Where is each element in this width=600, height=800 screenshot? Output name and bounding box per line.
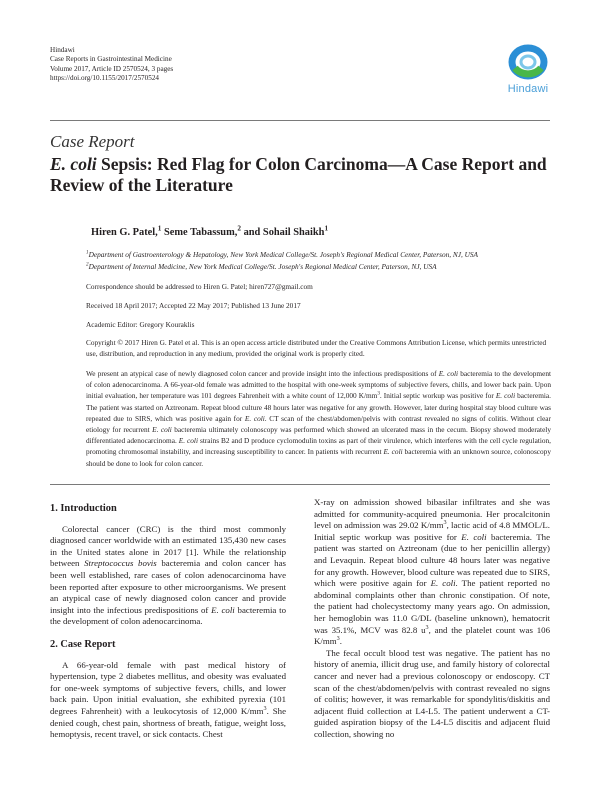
- article-type: Case Report: [50, 132, 135, 151]
- correspondence: Correspondence should be addressed to Hiren G. Patel; hiren727@gmail.com: [86, 282, 313, 291]
- title-italic: E. coli: [50, 154, 97, 174]
- affiliation-line: [86, 249, 478, 261]
- italic-term: Streptococcus bovis: [84, 558, 157, 569]
- author-affil-mark: 2: [237, 224, 241, 233]
- superscript: 3: [443, 519, 447, 527]
- italic-term: E. coli: [211, 604, 235, 615]
- text-run: . She denied cough, chest pain, shortness of breath, fatigue, weight loss, hemoptysis, recent travel, or sick contacts. Chest: [50, 705, 286, 740]
- title-text: Sepsis: Red Flag for Colon Carcinoma—A Case Report and Review of the Literature: [50, 154, 547, 195]
- affiliation-mark: 1: [86, 249, 89, 256]
- text-run: . CT scan of the chest/abdomen/pelvis with contrast revealed no signs of colitis. Without clear etiology for recurrent: [86, 413, 551, 435]
- text-run: .: [339, 636, 342, 647]
- right-column: [314, 497, 550, 740]
- text-run: The fecal occult blood test was negative. The patient has no history of anemia, illicit drug use, and family history of colorectal cancer and never had a previous colonoscopy or endoscopy. CT scan of the chest/abdomen/pelvis with contrast revealed no signs of colitis; however, it was remarkable for spondylitis/diskitis and adjacent fluid collection at L4-L5. The patient underwent a CT-guided aspiration biopsy of the L4-L5 discitis and adjacent fluid collection, showing no: [314, 647, 550, 739]
- text-run: Colorectal cancer (CRC) is the third most commonly diagnosed cancer worldwide with an estimated 135,430 new cases in the United states alone in 2017 [1]. While the relationship between: [50, 523, 286, 569]
- text-run: , and the platelet count was 106 K/mm: [314, 624, 550, 647]
- text-run: We present an atypical case of newly diagnosed colon cancer and provide insight into the infectious predispositions of: [86, 369, 439, 378]
- copyright-notice: Copyright © 2017 Hiren G. Patel et al. This is an open access article distributed under the Creative Commons Attribution License, which permits unrestricted use, distribution, and reproduction in any medium, provided the original work is properly cited.: [86, 338, 547, 358]
- italic-term: E. coli: [430, 578, 456, 589]
- superscript: 3: [263, 704, 267, 712]
- italic-term: E. coli: [383, 447, 403, 457]
- author-name: Seme Tabassum,: [161, 227, 238, 238]
- text-run: X-ray on admission showed bibasilar infiltrates and she was admitted for community-acquired pneumonia. Her procalcitonin level on admission was 29.02 K/mm: [314, 497, 550, 531]
- italic-term: E. coli: [178, 436, 198, 446]
- hindawi-logo: [496, 42, 560, 106]
- affiliations: [86, 249, 478, 272]
- doi-link[interactable]: https://doi.org/10.1155/2017/2570524: [50, 73, 160, 82]
- publisher-name: Hindawi: [50, 46, 75, 54]
- text-run: , lactic acid of 4.8 MMOL/L. Initial septic workup was positive for: [314, 520, 550, 542]
- italic-term: E. coli: [244, 413, 265, 423]
- text-run: . Initial septic workup was positive for: [379, 391, 496, 401]
- hindawi-rings-icon: [505, 42, 551, 82]
- italic-term: E. coli: [152, 425, 172, 435]
- affiliation-line: [86, 261, 478, 273]
- case-report-continuation: [314, 497, 550, 648]
- section-heading-case-report: 2. Case Report: [50, 638, 116, 650]
- author-name: and Sohail Shaikh: [240, 227, 325, 238]
- affiliation-text: Department of Gastroenterology & Hepatology, New York Medical College/St. Joseph's Regional Medical Center, Paterson, NJ, USA: [88, 250, 479, 259]
- text-run: . The patient reported no abdominal complaints other than chronic constipation. Of note, the patient had cholecystectomy many years ago. On admission, her hemoglobin was 11.0 G/DL (baseline unknown), hematocrit was 35.1%, MCV was 82.8 u: [314, 578, 550, 635]
- author-affil-mark: 1: [324, 224, 329, 233]
- italic-term: E. coli: [438, 369, 459, 378]
- text-run: bacteremia to the development of colon adenocarcinoma. A 66-year-old female was admitted to the hospital with one-week symptoms of subjective fevers, chills, and lower back pain. Upon initial evaluation, her temperature was 101 degrees Fahrenheit with a white count of 12,000 K/mm: [86, 369, 551, 401]
- superscript: 3: [425, 623, 429, 631]
- abstract: [86, 368, 551, 469]
- text-run: bacteremia. The patient was started on Aztreonam. Repeat blood culture 48 hours later was negative for any growth. However, later during hospital stay blood culture was repeated due to SIRS, which was positive again for: [86, 391, 551, 423]
- superscript: 3: [336, 635, 340, 643]
- article-title: [50, 154, 550, 196]
- volume-info: Volume 2017, Article ID 2570524, 3 pages: [50, 64, 174, 73]
- text-run: bacteremia and colon cancer has been well established, rare cases of colon adenocarcinoma have been reported after exposure to other microorganisms. We present an atypical case of newly diagnosed colon cancer and provide insight into the infectious predispositions of: [50, 558, 286, 615]
- affiliation-text: Department of Internal Medicine, New York Medical College/St. Joseph's Regional Medical Center, Paterson, NJ, USA: [88, 261, 437, 271]
- journal-header: [50, 46, 173, 83]
- left-column: [50, 503, 286, 741]
- text-run: bacteremia. The patient was started on Aztreonam (due to her penicillin allergy) and Levaquin. Repeat blood culture 48 hours later was negative for any growth. However, blood culture was repeated due to SIRS, which were positive again for: [314, 531, 550, 589]
- text-run: bacteremia ultimately colonoscopy was performed which showed an ulcerated mass in the cecum. Biopsy showed moderately differentiated adenocarcinoma.: [86, 425, 551, 446]
- text-run: strains B2 and D produce cyclomodulin toxins as part of their virulence, which interferes with the cell cycle regulation, promoting chromosomal instability, and increasing susceptibility to cancer. In patients with recurrent: [86, 436, 551, 457]
- section-heading-introduction: 1. Introduction: [50, 503, 117, 514]
- text-run: bacteremia with an unknown source, colonoscopy should be done to look for colon cancer.: [86, 447, 551, 468]
- academic-editor: Academic Editor: Gregory Kouraklis: [86, 320, 195, 329]
- italic-term: E. coli: [495, 391, 516, 401]
- abstract-divider: [50, 484, 550, 485]
- header-divider: [50, 120, 550, 121]
- text-run: A 66-year-old female with past medical history of hypertension, type 2 diabetes mellitus, and obesity was evaluated for one-week symptoms of subjective fevers, chills, and lower back pain. Upon initial evaluation, she exhibited pyrexia (101 degrees Fahrenheit) with a leukocytosis of 12,000 K/mm: [50, 659, 286, 716]
- logo-wordmark: Hindawi: [507, 83, 549, 95]
- text-run: bacteremia to the development of colon adenocarcinoma.: [50, 604, 286, 627]
- affiliation-mark: 2: [86, 261, 89, 268]
- case-report-paragraph: [50, 660, 286, 741]
- superscript: 3: [377, 390, 380, 397]
- italic-term: E. coli: [461, 531, 487, 542]
- article-dates: Received 18 April 2017; Accepted 22 May 2017; Published 13 June 2017: [86, 301, 301, 310]
- author-list: [91, 224, 329, 238]
- case-report-paragraph-2: [314, 648, 550, 741]
- journal-name: Case Reports in Gastrointestinal Medicine: [50, 55, 172, 64]
- author-name: Hiren G. Patel,: [91, 227, 158, 238]
- introduction-paragraph: [50, 524, 286, 628]
- author-affil-mark: 1: [157, 224, 162, 233]
